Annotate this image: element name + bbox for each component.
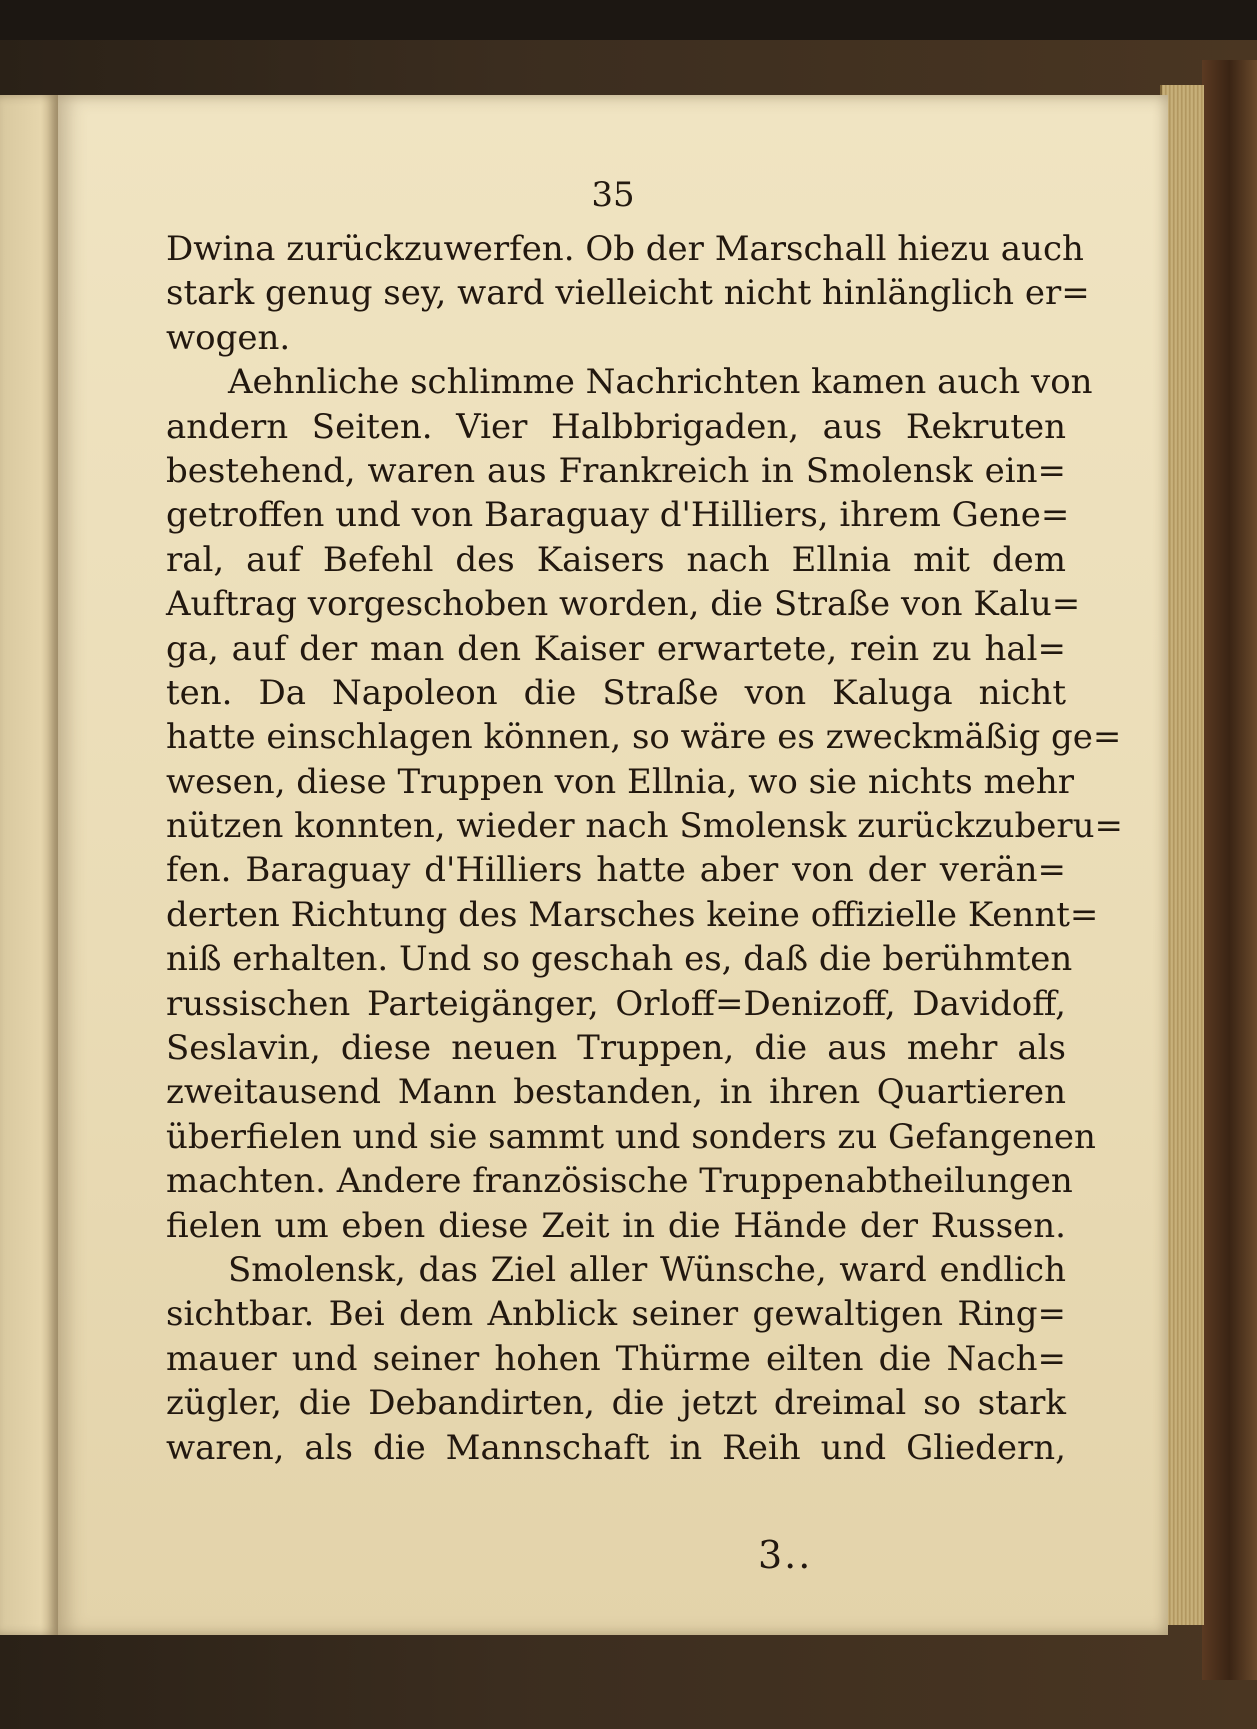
text-line: machten. Andere französische Truppenabtheilungen bbox=[166, 1161, 1073, 1202]
page-number: 35 bbox=[591, 175, 635, 215]
text-line: fielen um eben diese Zeit in die Hände der Russen. bbox=[166, 1205, 1066, 1246]
text-line: mauer und seiner hohen Thürme eilten die Nach= bbox=[166, 1338, 1066, 1379]
signature-mark: 3.. bbox=[758, 1533, 813, 1577]
text-line: ral, auf Befehl des Kaisers nach Ellnia mit dem bbox=[166, 539, 1066, 580]
text-line: andern Seiten. Vier Halbbrigaden, aus Rekruten bbox=[166, 406, 1066, 447]
text-line: derten Richtung des Marsches keine offizielle Kennt= bbox=[166, 894, 1099, 935]
book-page bbox=[58, 95, 1168, 1635]
text-line: überfielen und sie sammt und sonders zu Gefangenen bbox=[166, 1116, 1096, 1157]
text-line: waren, als die Mannschaft in Reih und Gliedern, bbox=[166, 1427, 1066, 1468]
text-line: getroffen und von Baraguay d'Hilliers, ihrem Gene= bbox=[166, 495, 1070, 536]
text-line: niß erhalten. Und so geschah es, daß die berühmten bbox=[166, 939, 1073, 980]
book-cover-edge bbox=[1202, 60, 1257, 1680]
text-line: ten. Da Napoleon die Straße von Kaluga nicht bbox=[166, 672, 1066, 713]
text-line: wogen. bbox=[166, 317, 291, 358]
text-line: ga, auf der man den Kaiser erwartete, rein zu hal= bbox=[166, 628, 1066, 669]
text-line: Dwina zurückzuwerfen. Ob der Marschall hiezu auch bbox=[166, 229, 1084, 269]
text-line: stark genug sey, ward vielleicht nicht hinlänglich er= bbox=[166, 273, 1090, 314]
facing-page-edge bbox=[0, 95, 58, 1635]
text-line: nützen konnten, wieder nach Smolensk zurückzuberu= bbox=[166, 806, 1124, 847]
text-line: russischen Parteigänger, Orloff=Denizoff, Davidoff, bbox=[166, 983, 1066, 1024]
text-line: Seslavin, diese neuen Truppen, die aus mehr als bbox=[166, 1028, 1066, 1069]
text-line: fen. Baraguay d'Hilliers hatte aber von der verän= bbox=[166, 850, 1066, 891]
text-line: wesen, diese Truppen von Ellnia, wo sie nichts mehr bbox=[166, 761, 1075, 802]
text-line: zügler, die Debandirten, die jetzt dreimal so stark bbox=[166, 1383, 1066, 1424]
text-line: Auftrag vorgeschoben worden, die Straße von Kalu= bbox=[166, 584, 1081, 625]
text-line: Smolensk, das Ziel aller Wünsche, ward endlich bbox=[228, 1249, 1066, 1290]
page-text bbox=[166, 227, 1124, 1470]
text-line: zweitausend Mann bestanden, in ihren Quartieren bbox=[166, 1072, 1066, 1113]
text-line: sichtbar. Bei dem Anblick seiner gewaltigen Ring= bbox=[166, 1294, 1066, 1335]
text-line: Aehnliche schlimme Nachrichten kamen auch von bbox=[228, 362, 1093, 403]
text-line: hatte einschlagen können, so wäre es zweckmäßig ge= bbox=[166, 717, 1122, 758]
text-line: bestehend, waren aus Frankreich in Smolensk ein= bbox=[166, 450, 1066, 491]
